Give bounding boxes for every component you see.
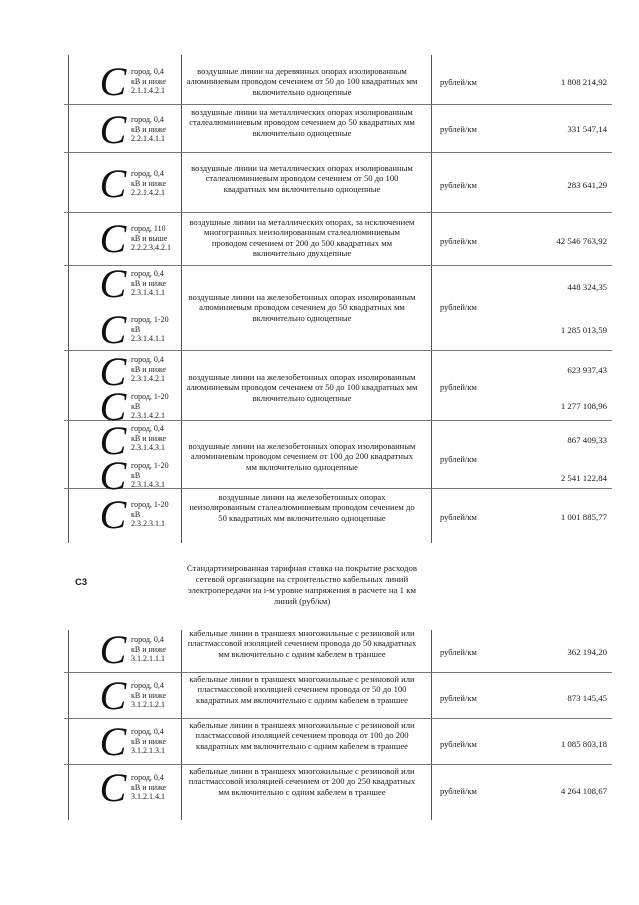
- row-price: 1 001 885,77: [560, 512, 607, 522]
- row-price: 867 409,33: [567, 435, 607, 445]
- row-code: город, 0,4 кВ и ниже 2.3.1.4.3.1: [131, 424, 167, 452]
- category-symbol: C: [99, 673, 127, 718]
- row-divider: [64, 212, 612, 213]
- row-code: город, 0,4 кВ и ниже 3.1.2.1.2.1: [131, 681, 167, 709]
- row-price: 331 547,14: [567, 124, 607, 134]
- row-code: город, 0,4 кВ и ниже 2.3.1.4.1.1: [131, 269, 167, 297]
- row-unit: рублей/км: [440, 382, 477, 392]
- row-code: город, 0,4 кВ и ниже 2.2.1.4.1.1: [131, 115, 167, 143]
- row-unit: рублей/км: [440, 786, 477, 796]
- category-symbol: C: [99, 307, 127, 352]
- category-symbol: C: [99, 492, 127, 537]
- row-code: город, 1-20 кВ 2.3.1.4.2.1: [131, 392, 169, 420]
- row-unit: рублей/км: [440, 124, 477, 134]
- row-code: город, 0,4 кВ и ниже 2.2.1.4.2.1: [131, 169, 167, 197]
- category-symbol: C: [99, 418, 127, 463]
- row-price: 1 808 214,92: [560, 77, 607, 87]
- category-symbol: C: [99, 453, 127, 498]
- row-unit: рублей/км: [440, 180, 477, 190]
- row-code: город, 1-20 кВ 2.3.1.4.3.1: [131, 461, 169, 489]
- row-description: воздушные линии на металлических опорах изолированным сталеалюминиевым проводом сечением до 50 квадратных мм включительно одноцепные: [189, 107, 415, 138]
- row-unit: рублей/км: [440, 739, 477, 749]
- row-unit: рублей/км: [440, 512, 477, 522]
- row-description: воздушные линии на железобетонных опорах изолированным алюминиевым проводом сечением от 50 до 100 квадратных мм включительно одноцепные: [186, 372, 418, 403]
- column-rule-desc: [431, 630, 432, 820]
- row-unit: рублей/км: [440, 454, 477, 464]
- section-description: Стандартизированная тарифная ставка на покрытие расходов сетевой организации на строительство кабельных линий электропередачи на i-м уровне напряжения в расчете на 1 км линий (руб/км): [186, 563, 418, 606]
- column-rule-left: [68, 630, 69, 820]
- row-unit: рублей/км: [440, 647, 477, 657]
- row-description: воздушные линии на деревянных опорах изолированным алюминиевым проводом сечением от 50 до 100 квадратных мм включительно одноцепные: [186, 66, 418, 97]
- row-divider: [64, 152, 612, 153]
- row-price: 4 264 108,67: [560, 786, 607, 796]
- category-symbol: C: [99, 627, 127, 672]
- row-description: кабельные линии в траншеях многожильные с резиновой или пластмассовой изоляцией сечением провода от 100 до 200 квадратных мм включительно с одним кабелем в траншее: [189, 720, 415, 751]
- column-rule-code: [181, 630, 182, 820]
- row-code: город, 1-20 кВ 2.3.1.4.1.1: [131, 315, 169, 343]
- row-divider: [64, 350, 612, 351]
- row-code: город, 0,4 кВ и ниже 3.1.2.1.1.1: [131, 635, 167, 663]
- row-code: город, 0,4 кВ и ниже 3.1.2.1.3.1: [131, 727, 167, 755]
- row-divider: [64, 104, 612, 105]
- row-description: воздушные линии на железобетонных опорах изолированным алюминиевым проводом сечением от 100 до 200 квадратных мм включительно одноцепные: [188, 441, 416, 472]
- row-description: воздушные линии на металлических опорах, за исключением многогранных неизолированным сталеалюминиевым проводом сечением от 200 до 500 квадратных мм включительно двухцепные: [189, 217, 415, 259]
- row-price: 362 194,20: [567, 647, 607, 657]
- category-symbol: C: [99, 59, 127, 104]
- category-symbol: C: [99, 765, 127, 810]
- category-symbol: C: [99, 261, 127, 306]
- row-code: город, 0,4 кВ и ниже 3.1.2.1.4.1: [131, 773, 167, 801]
- row-price: 873 145,45: [567, 693, 607, 703]
- row-divider: [64, 265, 612, 266]
- category-symbol: C: [99, 161, 127, 206]
- category-symbol: C: [99, 719, 127, 764]
- row-unit: рублей/км: [440, 77, 477, 87]
- row-price: 1 085 803,18: [560, 739, 607, 749]
- row-divider: [64, 764, 612, 765]
- column-rule-code: [181, 55, 182, 543]
- row-description: кабельные линии в траншеях многожильные с резиновой или пластмассовой изоляцией сечением провода до 50 квадратных мм включительно с одним кабелем в траншее: [187, 628, 417, 659]
- row-code: город, 0,4 кВ и ниже 2.1.1.4.2.1: [131, 67, 167, 95]
- row-unit: рублей/км: [440, 302, 477, 312]
- column-rule-desc: [431, 55, 432, 543]
- row-price: 1 285 013,59: [560, 325, 607, 335]
- section-label: C3: [75, 577, 88, 588]
- row-price: 42 546 763,92: [556, 236, 607, 246]
- row-price: 623 937,43: [567, 365, 607, 375]
- row-description: воздушные линии на металлических опорах изолированным сталеалюминиевым проводом сечением от 50 до 100 квадратных мм включительно одноцепные: [191, 163, 413, 194]
- row-description: кабельные линии в траншеях многожильные с резиновой или пластмассовой изоляцией сечением от 200 до 250 квадратных мм включительно с одним кабелем в траншее: [188, 766, 416, 797]
- row-description: кабельные линии в траншеях многожильные с резиновой или пластмассовой изоляцией сечением провода от 50 до 100 квадратных мм включительно с одним кабелем в траншее: [189, 674, 415, 705]
- row-description: воздушные линии на железобетонных опорах неизолированным сталеалюминиевым проводом сечением до 50 квадратных мм включительно одноцепные: [189, 492, 415, 523]
- category-symbol: C: [99, 216, 127, 261]
- category-symbol: C: [99, 107, 127, 152]
- row-divider: [64, 672, 612, 673]
- row-price: 448 324,35: [567, 282, 607, 292]
- row-price: 283 641,29: [567, 180, 607, 190]
- row-price: 1 277 108,96: [560, 401, 607, 411]
- row-code: город, 110 кВ и выше 2.2.2.3.4.2.1: [131, 224, 171, 252]
- row-code: город, 0,4 кВ и ниже 2.3.1.4.2.1: [131, 355, 167, 383]
- category-symbol: C: [99, 349, 127, 394]
- row-description: воздушные линии на железобетонных опорах изолированным алюминиевым проводом сечением до 50 квадратных мм включительно одноцепные: [188, 292, 416, 323]
- row-divider: [64, 718, 612, 719]
- column-rule-left: [68, 55, 69, 543]
- row-price: 2 541 122,84: [560, 473, 607, 483]
- row-unit: рублей/км: [440, 236, 477, 246]
- row-code: город, 1-20 кВ 2.3.2.3.1.1: [131, 500, 169, 528]
- category-symbol: C: [99, 384, 127, 429]
- row-unit: рублей/км: [440, 693, 477, 703]
